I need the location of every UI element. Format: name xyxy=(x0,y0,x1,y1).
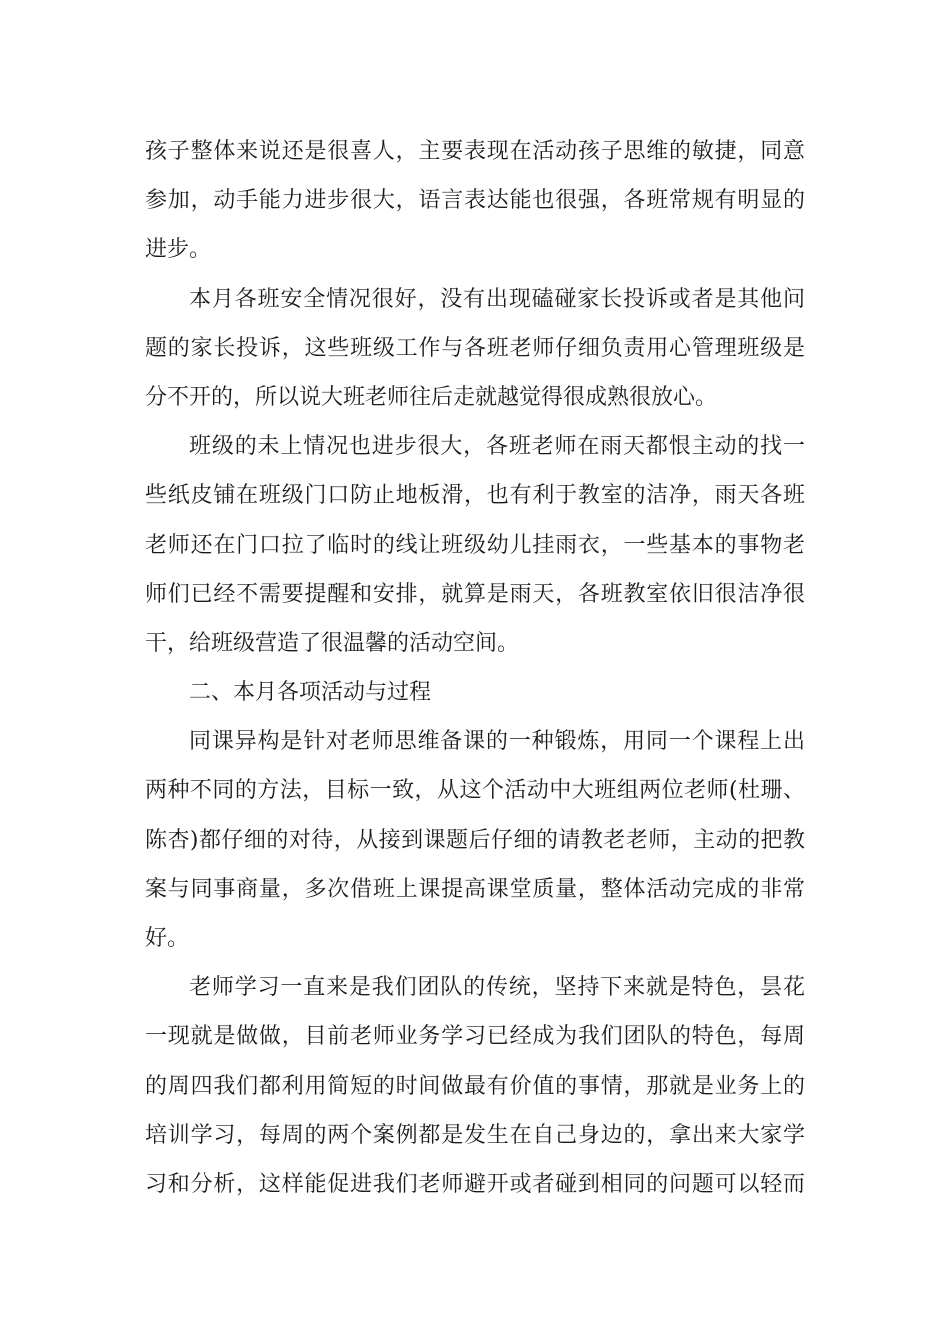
document-body xyxy=(145,127,805,1209)
text-line: 陈杏)都仔细的对待，从接到课题后仔细的请教老老师，主动的把教 xyxy=(145,827,805,853)
section-heading: 二、本月各项活动与过程 xyxy=(189,680,432,706)
text-line: 老师还在门口拉了临时的线让班级幼儿挂雨衣，一些基本的事物老 xyxy=(145,532,805,558)
text-line: 师们已经不需要提醒和安排，就算是雨天，各班教室依旧很洁净很 xyxy=(145,581,805,607)
text-line: 两种不同的方法，目标一致，从这个活动中大班组两位老师(杜珊、 xyxy=(145,778,805,804)
text-line: 一现就是做做，目前老师业务学习已经成为我们团队的特色，每周 xyxy=(145,1024,805,1050)
text-line: 的周四我们都利用简短的时间做最有价值的事情，那就是业务上的 xyxy=(145,1073,805,1099)
paragraph-first-line: 同课异构是针对老师思维备课的一种锻炼，用同一个课程上出 xyxy=(189,729,805,755)
text-line: 分不开的，所以说大班老师往后走就越觉得很成熟很放心。 xyxy=(145,384,718,410)
paragraph-first-line: 本月各班安全情况很好，没有出现磕碰家长投诉或者是其他问 xyxy=(189,286,805,312)
text-line: 干，给班级营造了很温馨的活动空间。 xyxy=(145,630,520,656)
text-line: 参加，动手能力进步很大，语言表达能也很强，各班常规有明显的 xyxy=(145,188,805,214)
text-line: 习和分析，这样能促进我们老师避开或者碰到相同的问题可以轻而 xyxy=(145,1171,805,1197)
text-line: 题的家长投诉，这些班级工作与各班老师仔细负责用心管理班级是 xyxy=(145,335,805,361)
text-line: 孩子整体来说还是很喜人，主要表现在活动孩子思维的敏捷，同意 xyxy=(145,139,805,164)
text-line: 案与同事商量，多次借班上课提高课堂质量，整体活动完成的非常 xyxy=(145,876,805,902)
paragraph-first-line: 班级的未上情况也进步很大，各班老师在雨天都恨主动的找一 xyxy=(189,434,805,460)
text-line: 进步。 xyxy=(145,237,212,263)
text-line: 培训学习，每周的两个案例都是发生在自己身边的，拿出来大家学 xyxy=(145,1122,805,1148)
text-line: 些纸皮铺在班级门口防止地板滑，也有利于教室的洁净，雨天各班 xyxy=(145,483,805,509)
paragraph-first-line: 老师学习一直来是我们团队的传统，坚持下来就是特色，昙花 xyxy=(189,975,805,1001)
text-line: 好。 xyxy=(145,926,190,951)
